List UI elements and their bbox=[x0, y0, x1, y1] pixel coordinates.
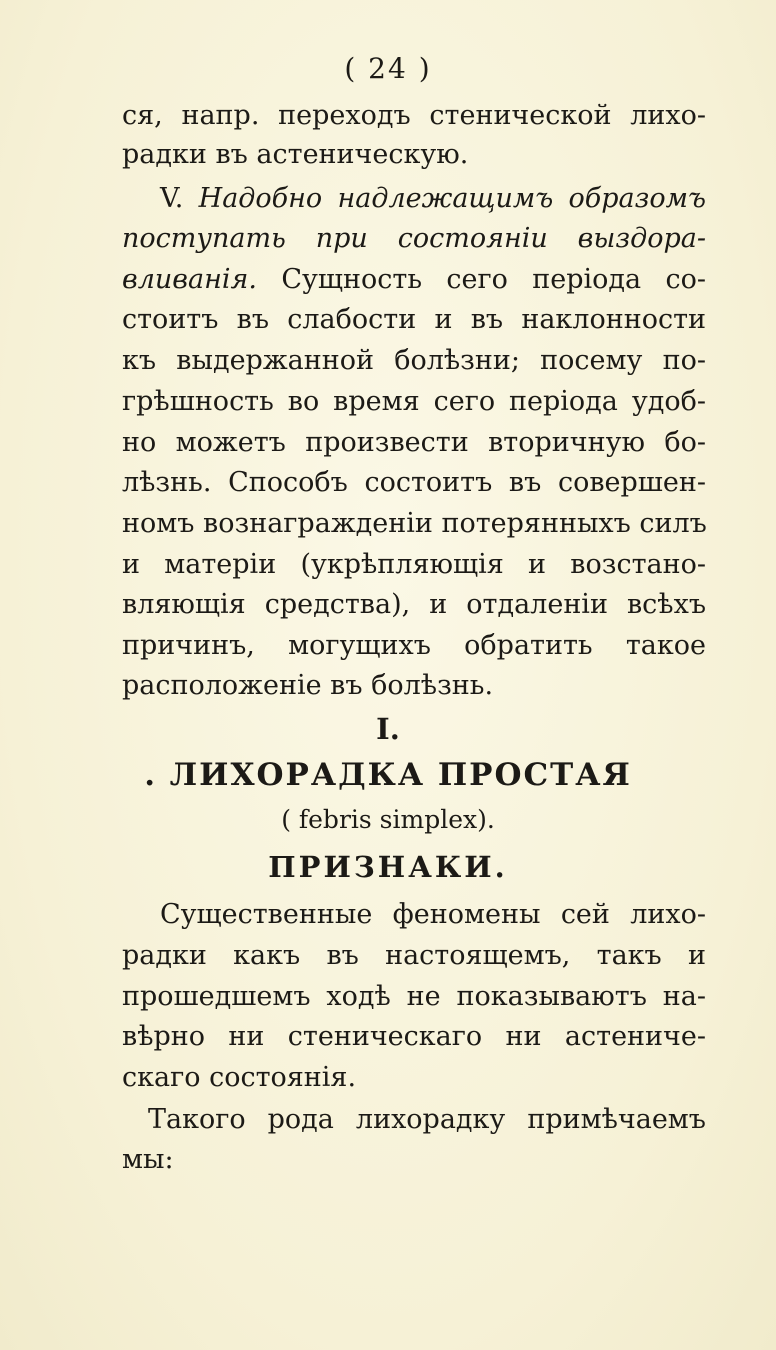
text-line: ся, напр. переходъ стенической лихо- bbox=[122, 100, 706, 131]
section-numeral: V. bbox=[160, 183, 184, 214]
text-line: радки въ астеническую. bbox=[122, 139, 469, 170]
section-number: I. bbox=[376, 712, 400, 746]
text-line: вляющія средства), и отдаленіи всѣхъ bbox=[122, 589, 706, 620]
text-line: радки какъ въ настоящемъ, такъ и bbox=[122, 940, 706, 971]
text-line: но можетъ произвести вторичную бо- bbox=[122, 427, 706, 458]
section-v-first-line bbox=[160, 180, 706, 218]
subsection-heading: ПРИЗНАКИ. bbox=[268, 850, 508, 884]
text-line: прошедшемъ ходѣ не показываютъ на- bbox=[122, 981, 706, 1012]
text-line: стоитъ въ слабости и въ наклонности bbox=[122, 304, 706, 335]
text-line: Существенные феномены сей лихо- bbox=[160, 899, 706, 930]
section-v-third-line bbox=[122, 261, 706, 299]
text-line: номъ вознагражденіи потерянныхъ силъ bbox=[122, 508, 707, 539]
text-line: и матеріи (укрѣпляющія и возстано- bbox=[122, 549, 706, 580]
text-line: грѣшность во время сего періода удоб- bbox=[122, 386, 706, 417]
text-line: вѣрно ни стеническаго ни астениче- bbox=[122, 1021, 706, 1052]
text-line: Такого рода лихорадку примѣчаемъ bbox=[148, 1104, 706, 1135]
text-line: поступать при состояніи выздора- bbox=[122, 223, 706, 254]
section-title: . ЛИХОРАДКА ПРОСТАЯ bbox=[144, 757, 632, 793]
section-italic-text: Надобно надлежащимъ образомъ bbox=[198, 183, 706, 214]
page-number: ( 24 ) bbox=[344, 52, 432, 85]
text-line: къ выдержанной болѣзни; посему по- bbox=[122, 345, 706, 376]
section-latin-subtitle: ( febris simplex). bbox=[281, 805, 495, 834]
text-line: расположеніе въ болѣзнь. bbox=[122, 670, 494, 701]
text-line: причинъ, могущихъ обратить такое bbox=[122, 630, 706, 661]
text-line: мы: bbox=[122, 1144, 174, 1175]
text-line: лѣзнь. Способъ состоитъ въ совершен- bbox=[122, 467, 706, 498]
section-italic-text: вливанія. bbox=[122, 264, 257, 295]
text-span: Сущность сего періода со- bbox=[281, 264, 706, 295]
text-line: скаго состоянія. bbox=[122, 1062, 357, 1093]
